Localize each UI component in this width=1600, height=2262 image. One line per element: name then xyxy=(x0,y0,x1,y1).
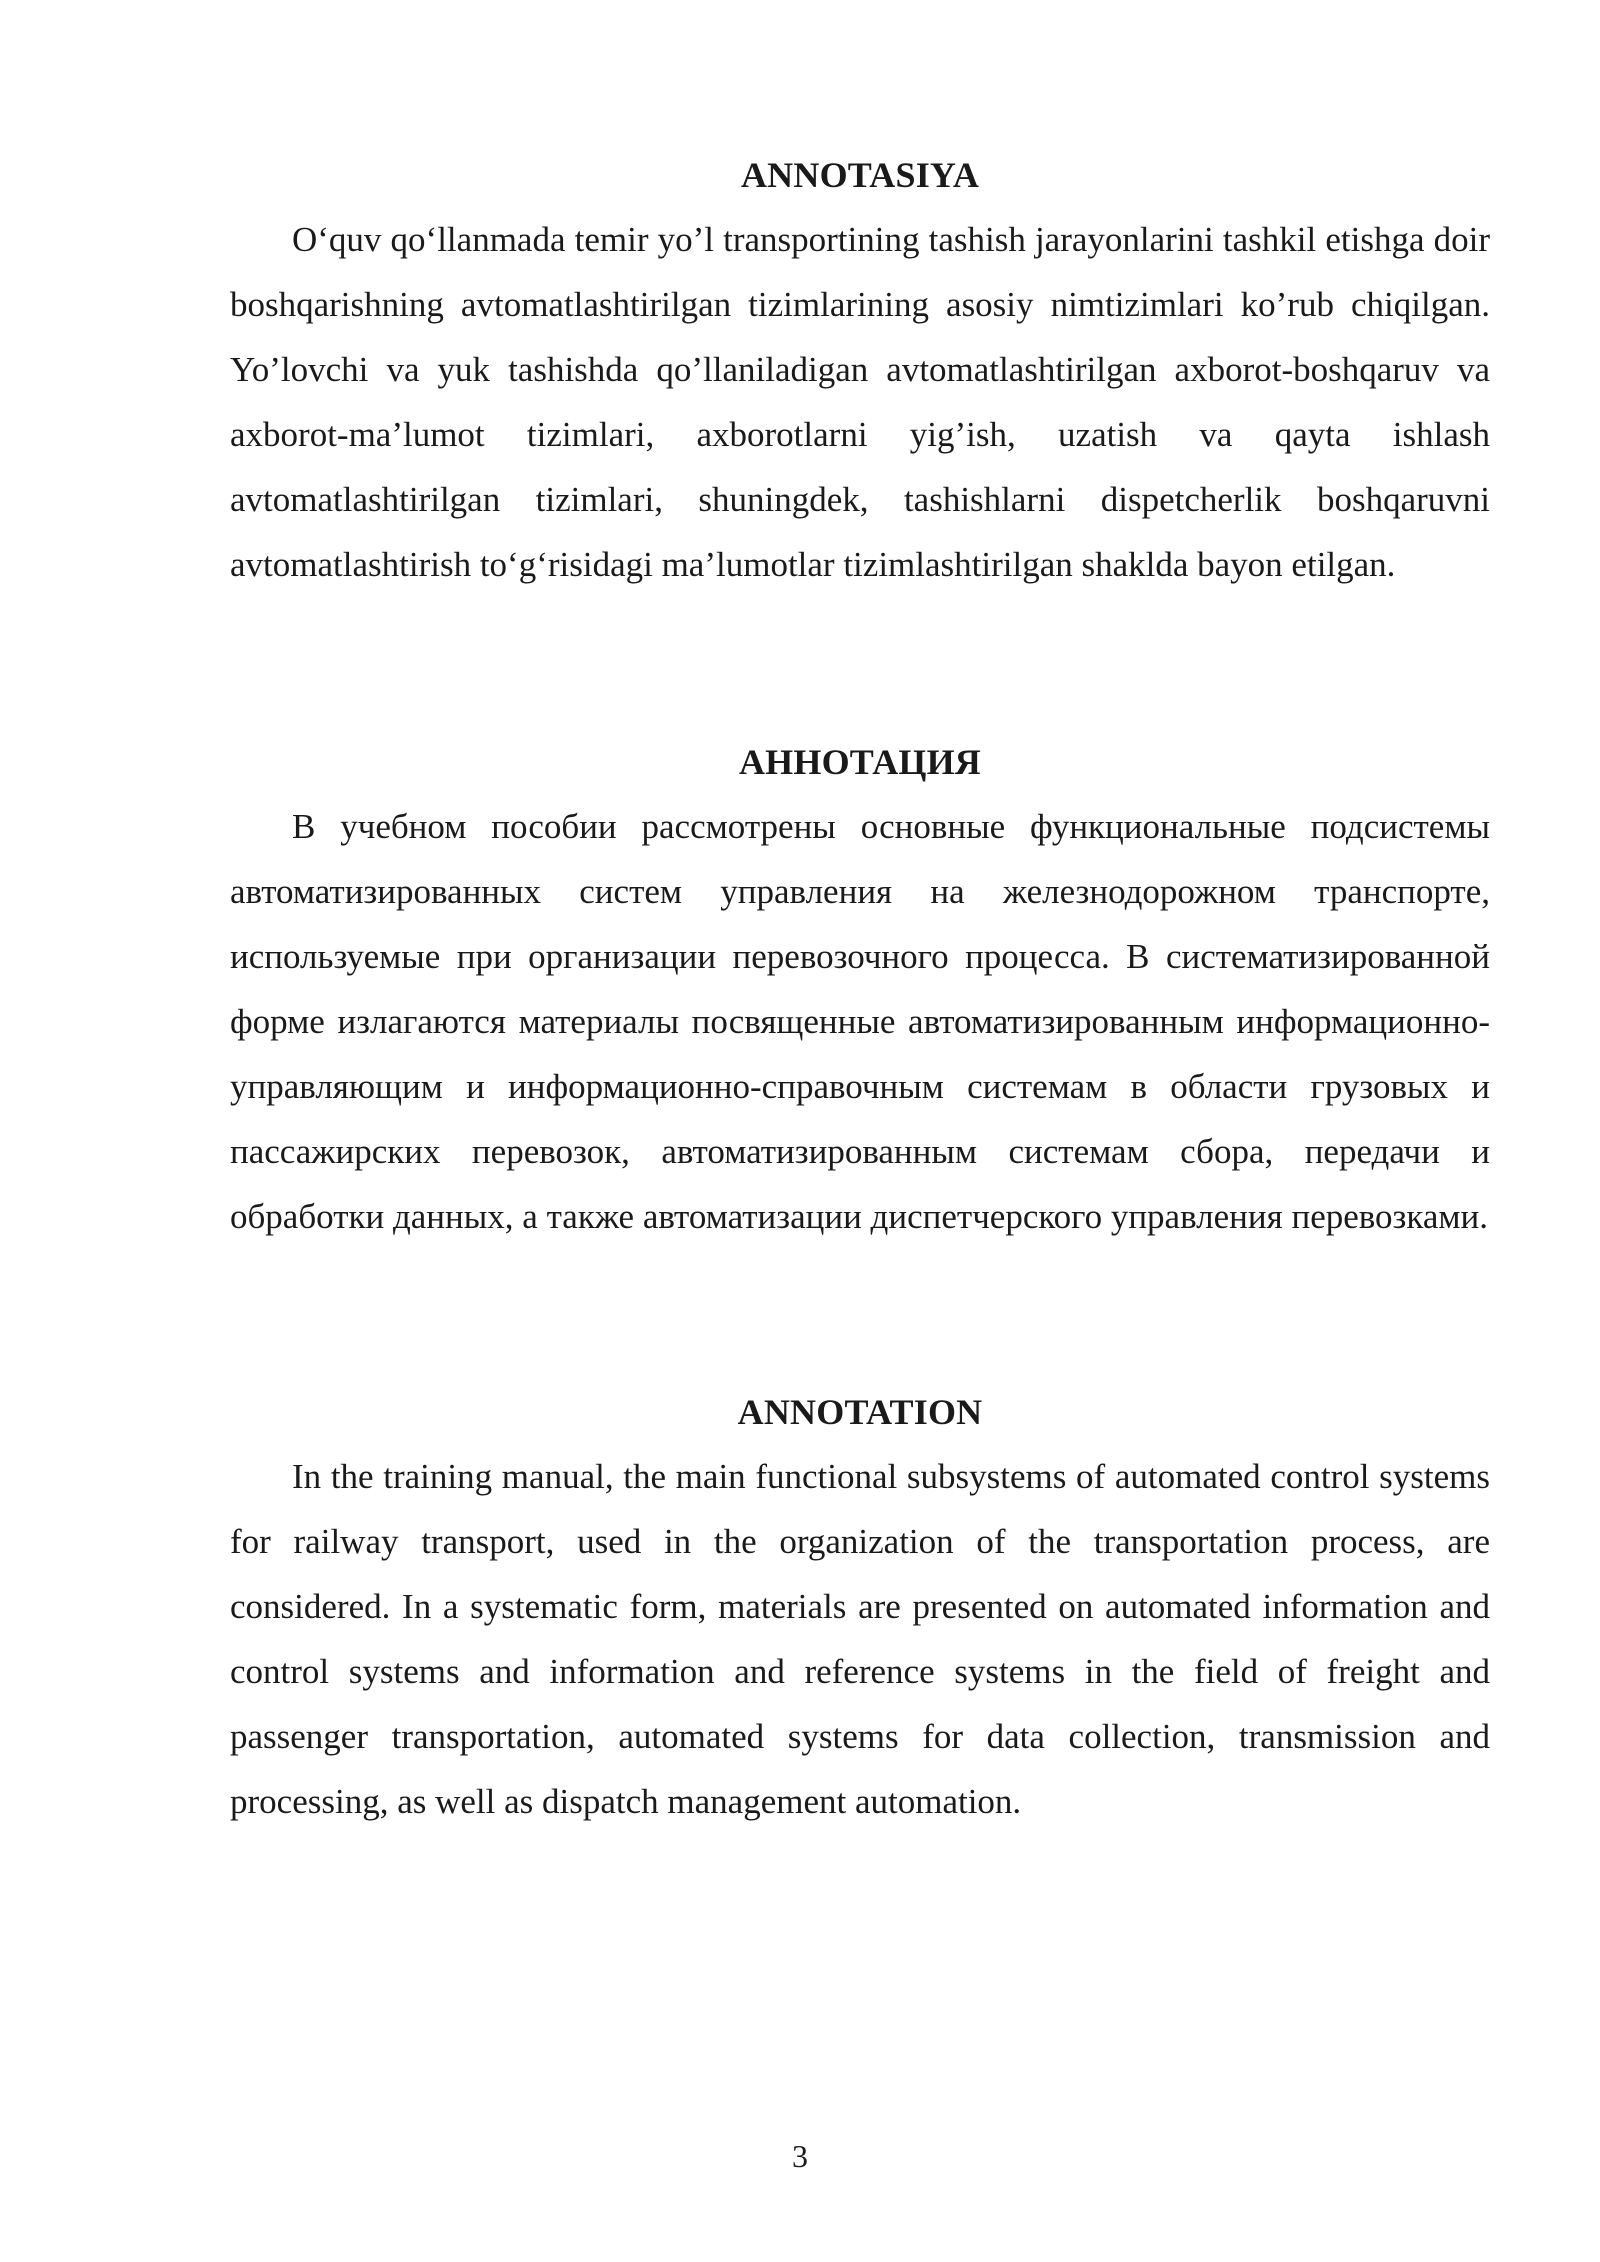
section-paragraph: O‘quv qo‘llanmada temir yo’l transportining tashish jarayonlarini tashkil etishga doir boshqarishning avtomatlashtirilgan tizimlarining asosiy nimtizimlari ko’rub chiqilgan. Yo’lovchi va yuk tashishda qo’llaniladigan avtomatlashtirilgan axborot-boshqaruv va axborot-ma’lumot tizimlari, axborotlarni yig’ish, uzatish va qayta ishlash avtomatlashtirilgan tizimlari, shuningdek, tashishlarni dispetcherlik boshqaruvni avtomatlashtirish to‘g‘risidagi ma’lumotlar tizimlashtirilgan shaklda bayon etilgan. xyxy=(230,220,1490,584)
annotation-russian xyxy=(230,742,1490,1249)
section-paragraph: В учебном пособии рассмотрены основные функциональные подсистемы автоматизированных систем управления на железнодорожном транспорте, используемые при организации перевозочного процесса. В систематизированной форме излагаются материалы посвященные автоматизированным информационно-управляющим и информационно-справочным системам в области грузовых и пассажирских перевозок, автоматизированным системам сбора, передачи и обработки данных, а также автоматизации диспетчерского управления перевозками. xyxy=(230,807,1490,1236)
annotation-uzbek xyxy=(230,155,1490,597)
section-heading: ANNOTATION xyxy=(737,1392,983,1432)
section-heading: ANNOTASIYA xyxy=(740,155,980,195)
annotation-english xyxy=(230,1392,1490,1834)
section-paragraph: In the training manual, the main functional subsystems of automated control systems for railway transport, used in the organization of the transportation process, are considered. In a systematic form, materials are presented on automated information and control systems and information and reference systems in the field of freight and passenger transportation, automated systems for data collection, transmission and processing, as well as dispatch management automation. xyxy=(230,1457,1490,1821)
page-number: 3 xyxy=(792,2138,808,2174)
section-heading: АННОТАЦИЯ xyxy=(738,742,982,782)
